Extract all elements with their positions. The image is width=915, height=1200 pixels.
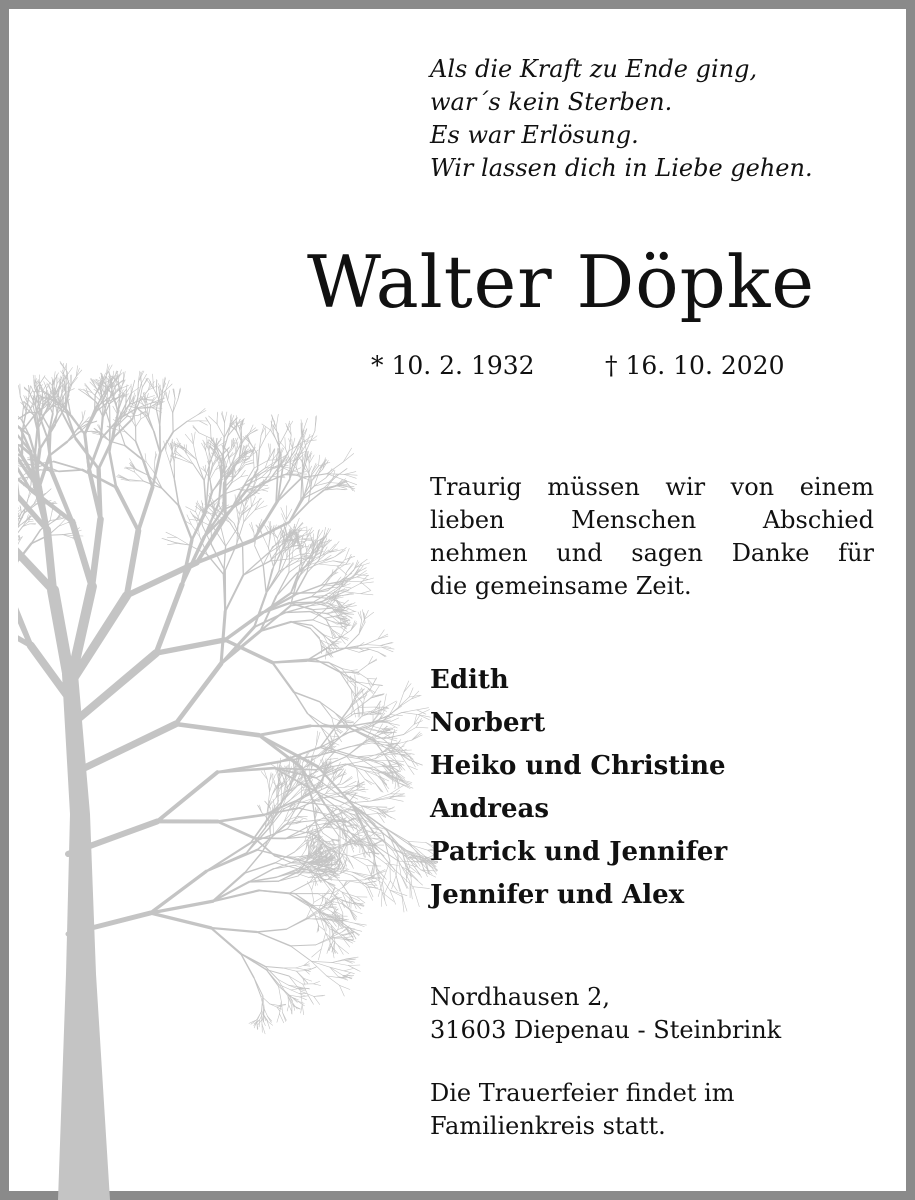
family-list xyxy=(430,659,727,917)
notice-line: Familienkreis statt. xyxy=(430,1112,666,1140)
birth-date: * 10. 2. 1932 xyxy=(371,351,535,380)
deceased-name: Walter Döpke xyxy=(307,240,815,324)
mourning-message xyxy=(430,471,874,603)
family-member: Andreas xyxy=(430,794,549,824)
family-member: Jennifer und Alex xyxy=(430,880,685,910)
message-line: nehmen und sagen Danke für xyxy=(430,539,874,567)
family-member: Norbert xyxy=(430,708,546,738)
family-member: Patrick und Jennifer xyxy=(430,837,728,867)
message-line: lieben Menschen Abschied xyxy=(430,506,874,534)
funeral-notice xyxy=(430,1077,734,1143)
poem-line: Es war Erlösung. xyxy=(430,121,639,149)
poem-line: war´s kein Sterben. xyxy=(430,88,673,116)
family-member: Edith xyxy=(430,665,509,695)
message-line: Traurig müssen wir von einem xyxy=(430,473,874,501)
poem-line: Als die Kraft zu Ende ging, xyxy=(430,55,758,83)
death-date: † 16. 10. 2020 xyxy=(605,351,785,380)
family-member: Heiko und Christine xyxy=(430,751,726,781)
address xyxy=(430,981,781,1047)
message-line: die gemeinsame Zeit. xyxy=(430,572,692,600)
notice-line: Die Trauerfeier findet im xyxy=(430,1079,735,1107)
poem xyxy=(430,53,813,185)
poem-line: Wir lassen dich in Liebe gehen. xyxy=(430,154,813,182)
address-line: 31603 Diepenau - Steinbrink xyxy=(430,1016,782,1044)
bare-tree-icon xyxy=(18,254,438,1200)
address-line: Nordhausen 2, xyxy=(430,983,611,1011)
